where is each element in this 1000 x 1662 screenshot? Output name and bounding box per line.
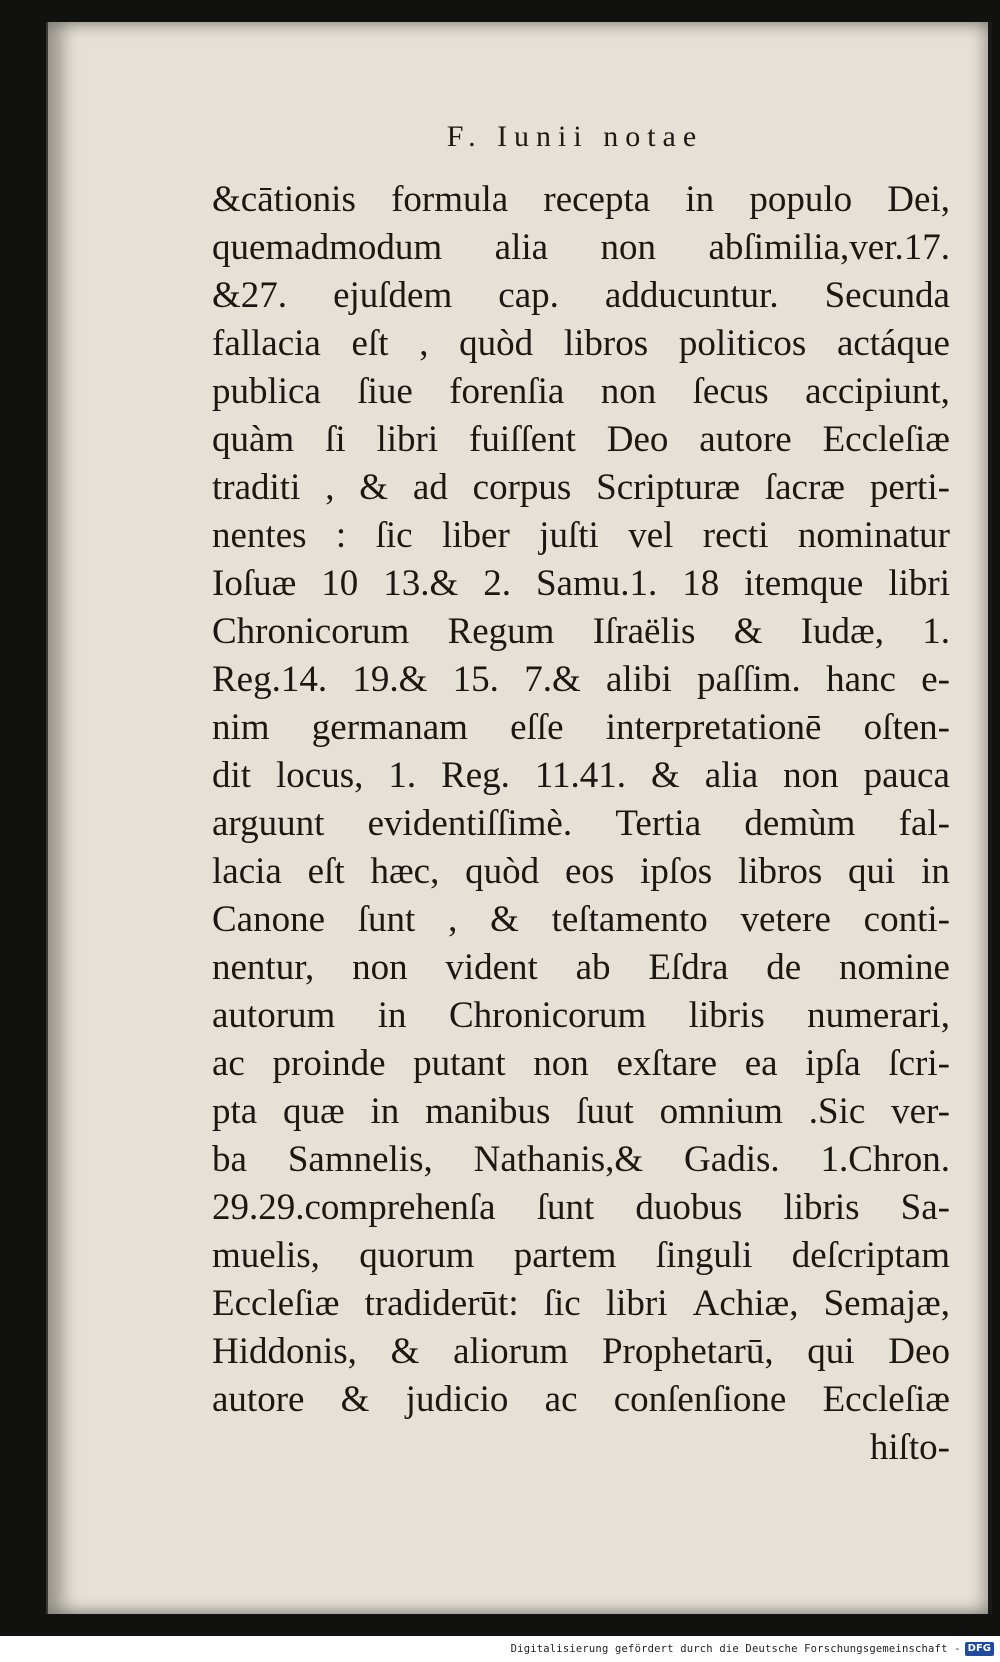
word: adducuntur. [604, 275, 779, 316]
word: & [390, 1331, 420, 1372]
word: ac [212, 1043, 245, 1084]
word: , [448, 899, 458, 940]
word: Tertia [615, 803, 702, 844]
word: putant [413, 1043, 506, 1084]
word: eſt [351, 323, 389, 364]
word: ſecus [692, 371, 769, 412]
word: formula [391, 179, 509, 220]
word: ſuut [576, 1091, 634, 1132]
word: proinde [272, 1043, 386, 1084]
word: ea [744, 1043, 778, 1084]
word: ba [212, 1139, 247, 1180]
word: qui [807, 1331, 855, 1372]
running-header: F. Iunii notae [446, 120, 704, 153]
word: 15. [452, 659, 499, 700]
word: in [921, 851, 950, 892]
body-text [212, 176, 950, 1472]
word: & [733, 611, 763, 652]
word: ſic [543, 1283, 581, 1324]
text-line [212, 512, 950, 560]
word: vetere [740, 899, 831, 940]
word: &27. [212, 275, 288, 316]
word: nentes [212, 515, 307, 556]
word: partem [513, 1235, 617, 1276]
word: autore [699, 419, 792, 460]
word: 13.& [383, 563, 459, 604]
word: 2. [483, 563, 511, 604]
word: muelis, [212, 1235, 320, 1276]
word: quòd [459, 323, 534, 364]
word: ejuſdem [333, 275, 453, 316]
word: quemadmodum [212, 227, 443, 268]
text-line [212, 176, 950, 224]
word: locus, [276, 755, 364, 796]
word: quàm [212, 419, 295, 460]
word: pta [212, 1091, 258, 1132]
funding-credit: Digitalisierung gefördert durch die Deutsche Forschungsgemeinschaft - [510, 1643, 961, 1655]
word: ad [412, 467, 448, 508]
word: libros [563, 323, 649, 364]
word: dit [212, 755, 252, 796]
word: publica [212, 371, 321, 412]
word: : [335, 515, 347, 556]
word: teſtamento [551, 899, 708, 940]
word: 1. [388, 755, 417, 796]
text-line [212, 368, 950, 416]
word: recepta [543, 179, 651, 220]
word: libris [688, 995, 765, 1036]
text-line [212, 464, 950, 512]
word: Eccleſiæ [822, 419, 950, 460]
word: qui [848, 851, 896, 892]
word: libri [605, 1283, 668, 1324]
word: omnium [659, 1091, 783, 1132]
word: lacia [212, 851, 282, 892]
text-line [212, 848, 950, 896]
word: in [685, 179, 715, 220]
word: cap. [498, 275, 559, 316]
word: ver- [891, 1091, 950, 1132]
word: in [377, 995, 407, 1036]
word: non [352, 947, 408, 988]
word: recti [702, 515, 769, 556]
word: & [490, 899, 519, 940]
word: alibi [605, 659, 672, 700]
word: perti- [869, 467, 950, 508]
text-line [212, 1232, 950, 1280]
word: populo [749, 179, 853, 220]
word: Semajæ, [823, 1283, 950, 1324]
word: ſacræ [764, 467, 845, 508]
word: Hiddonis, [212, 1331, 357, 1372]
word: corpus [472, 467, 572, 508]
word: non [600, 371, 657, 412]
text-line [212, 944, 950, 992]
word: 7.& [524, 659, 581, 700]
word: ſunt [357, 899, 416, 940]
word: Dei, [887, 179, 950, 220]
word: Iudæ, [800, 611, 884, 652]
word: , [325, 467, 335, 508]
word: Achiæ, [692, 1283, 799, 1324]
word: Eſdra [648, 947, 729, 988]
word: Reg. [441, 755, 510, 796]
text-line [212, 1328, 950, 1376]
word: &cātionis [212, 179, 356, 220]
word: conti- [863, 899, 950, 940]
word: judicio [405, 1379, 509, 1420]
text-line [212, 800, 950, 848]
text-line [212, 992, 950, 1040]
word: , [419, 323, 429, 364]
text-line [212, 1280, 950, 1328]
word: e- [921, 659, 950, 700]
text-line [212, 656, 950, 704]
book-page [46, 22, 992, 1614]
word: liber [441, 515, 510, 556]
word: demùm [744, 803, 856, 844]
word: quorum [359, 1235, 475, 1276]
word: Samu.1. [535, 563, 658, 604]
word: Nathanis,& [473, 1139, 644, 1180]
word: ſunt [536, 1187, 595, 1228]
text-line [212, 1088, 950, 1136]
word: conſenſione [613, 1379, 787, 1420]
text-line [212, 1184, 950, 1232]
word: libros [737, 851, 823, 892]
digitization-footer [0, 1636, 1000, 1662]
word: Chronicorum [212, 611, 410, 652]
word: Deo [606, 419, 669, 460]
word: hiſto- [869, 1427, 950, 1468]
text-line [212, 272, 950, 320]
word: actáque [836, 323, 950, 364]
word: 29.29.comprehenſa [212, 1187, 496, 1228]
text-line [212, 1424, 950, 1472]
word: Iſraëlis [592, 611, 696, 652]
word: ſiue [357, 371, 413, 412]
word: nominatur [797, 515, 950, 556]
word: evidentiſſimè. [367, 803, 573, 844]
word: ſic [375, 515, 413, 556]
word: & [651, 755, 680, 796]
text-line [212, 704, 950, 752]
word: Reg.14. [212, 659, 328, 700]
word: Gadis. [684, 1139, 780, 1180]
word: deſcriptam [791, 1235, 950, 1276]
word: vident [445, 947, 538, 988]
word: Prophetarū, [601, 1331, 774, 1372]
word: juſti [539, 515, 599, 556]
word: abſimilia,ver.17. [708, 227, 950, 268]
word: 1. [922, 611, 950, 652]
word: 1.Chron. [820, 1139, 950, 1180]
word: politicos [678, 323, 807, 364]
word: Secunda [824, 275, 950, 316]
word: non [783, 755, 839, 796]
word: eſt [307, 851, 345, 892]
word: eos [564, 851, 615, 892]
word: ipſa [805, 1043, 861, 1084]
word: non [600, 227, 657, 268]
word: exſtare [616, 1043, 718, 1084]
text-line [212, 1136, 950, 1184]
word: accipiunt, [805, 371, 950, 412]
word: vel [628, 515, 674, 556]
word: oſten- [863, 707, 950, 748]
word: interpretationē [605, 707, 822, 748]
word: Scripturæ [596, 467, 741, 508]
word: germanam [311, 707, 468, 748]
word: libris [783, 1187, 860, 1228]
word: Regum [447, 611, 555, 652]
word: nentur, [212, 947, 315, 988]
word: & [359, 467, 389, 508]
word: in [370, 1091, 400, 1132]
word: itemque [744, 563, 864, 604]
word: ſcri- [888, 1043, 950, 1084]
word: ſi [325, 419, 346, 460]
word: ipſos [640, 851, 713, 892]
word: forenſia [449, 371, 565, 412]
word: hanc [826, 659, 896, 700]
word: manibus [425, 1091, 551, 1132]
word: & [340, 1379, 370, 1420]
word: 18 [682, 563, 720, 604]
word: tradiderūt: [364, 1283, 519, 1324]
text-line [212, 320, 950, 368]
text-line [212, 752, 950, 800]
word: duobus [635, 1187, 743, 1228]
word: eſſe [510, 707, 564, 748]
word: arguunt [212, 803, 325, 844]
word: fallacia [212, 323, 321, 364]
word: numerari, [807, 995, 950, 1036]
word: quæ [283, 1091, 345, 1132]
word: nim [212, 707, 270, 748]
word: aliorum [453, 1331, 569, 1372]
text-line [212, 896, 950, 944]
word: Sa- [900, 1187, 950, 1228]
word: Chronicorum [448, 995, 647, 1036]
word: libri [888, 563, 950, 604]
word: pauca [863, 755, 950, 796]
text-line [212, 1376, 950, 1424]
text-line [212, 1040, 950, 1088]
word: alia [494, 227, 549, 268]
word: ab [575, 947, 611, 988]
text-line [212, 224, 950, 272]
word: libri [376, 419, 439, 460]
word: 10 [321, 563, 359, 604]
word: Canone [212, 899, 326, 940]
word: fuiſſent [469, 419, 576, 460]
word: Samnelis, [287, 1139, 433, 1180]
word: Eccleſiæ [212, 1283, 340, 1324]
word: nomine [838, 947, 950, 988]
word: traditi [212, 467, 301, 508]
word: 11.41. [534, 755, 627, 796]
word: de [766, 947, 802, 988]
text-line [212, 608, 950, 656]
word: quòd [465, 851, 540, 892]
word: autore [212, 1379, 305, 1420]
word: autorum [212, 995, 336, 1036]
word: ſinguli [655, 1235, 753, 1276]
word: .Sic [808, 1091, 866, 1132]
word: 19.& [352, 659, 428, 700]
word: non [533, 1043, 589, 1084]
dfg-logo: DFG [965, 1642, 994, 1656]
word: ac [544, 1379, 578, 1420]
word: alia [704, 755, 759, 796]
word: fal- [898, 803, 950, 844]
text-line [212, 416, 950, 464]
word: Eccleſiæ [822, 1379, 950, 1420]
text-line [212, 560, 950, 608]
word: hæc, [370, 851, 440, 892]
word: Deo [888, 1331, 950, 1372]
word: paſſim. [697, 659, 801, 700]
word: Ioſuæ [212, 563, 297, 604]
